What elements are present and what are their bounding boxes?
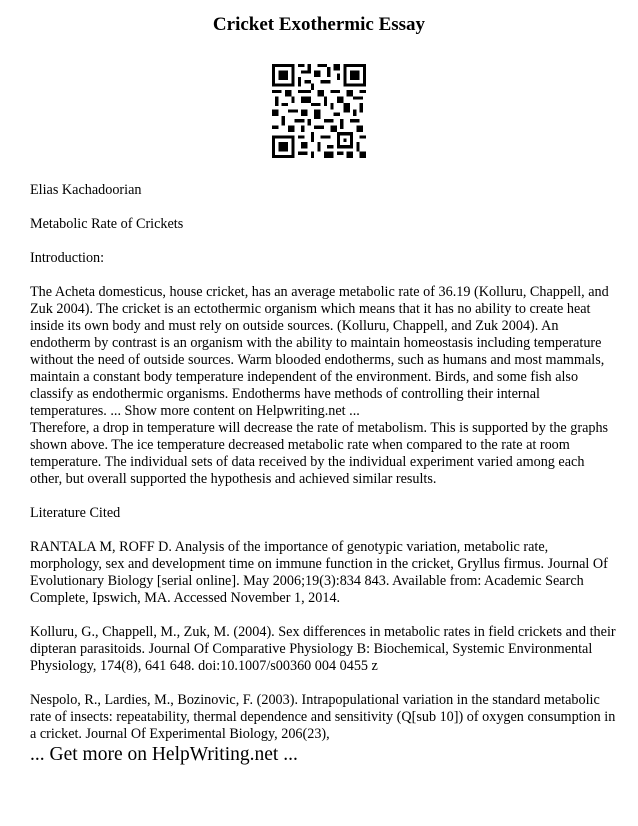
essay-subject: Metabolic Rate of Crickets bbox=[30, 216, 184, 232]
document-title: Cricket Exothermic Essay bbox=[212, 14, 426, 35]
qr-code-icon bbox=[272, 64, 366, 158]
conclusion-paragraph: Therefore, a drop in temperature will decrease the rate of metabolism. This is supported by the graphs shown above. The ice temperature decreased metabolic rate when compared to the rate at room temperature. The individual sets of data received by the individual experiment varied among each other, but overall supported the hypothesis and achieved similar results. bbox=[30, 420, 609, 487]
intro-heading: Introduction: bbox=[30, 250, 105, 266]
reference-item: RANTALA M, ROFF D. Analysis of the importance of genotypic variation, metabolic rate, morphology, sex and development time on immune function in the cricket, Gryllus firmus. Journal Of Evolutionary Biology [serial online]. May 2006;19(3):834 843. Available from: Academic Search Complete, Ipswich, MA. Accessed November 1, 2014. bbox=[30, 539, 608, 606]
author-name: Elias Kachadoorian bbox=[30, 182, 142, 198]
essay-body bbox=[30, 182, 616, 743]
reference-item: Nespolo, R., Lardies, M., Bozinovic, F. (2003). Intrapopulational variation in the standard metabolic rate of insects: repeatability, thermal dependence and sensitivity (Q[sub 10]) of oxygen consumption in a cricket. Journal Of Experimental Biology, 206(23), bbox=[30, 692, 616, 742]
literature-heading: Literature Cited bbox=[30, 505, 121, 521]
get-more-link[interactable]: ... Get more on HelpWriting.net ... bbox=[30, 744, 298, 765]
intro-paragraph: The Acheta domesticus, house cricket, has an average metabolic rate of 36.19 (Kolluru, Chappell, and Zuk 2004). The cricket is an ectothermic organism which means that it has no ability to create heat inside its own body and must rely on outside sources. (Kolluru, Chappell, and Zuk 2004). An endotherm by contrast is an organism with the ability to maintain homeostasis including temperature without the need of outside sources. Warm blooded endotherms, such as humans and most mammals, maintain a constant body temperature independent of the environment. Birds, and some fish also classify as endothermic organisms. Endotherms have methods of controlling their internal temperatures. ... Show more content on Helpwriting.net ... bbox=[30, 284, 609, 419]
reference-item: Kolluru, G., Chappell, M., Zuk, M. (2004). Sex differences in metabolic rates in field crickets and their dipteran parasitoids. Journal Of Comparative Physiology B: Biochemical, Systemic Environmental Physiology, 174(8), 641 648. doi:10.1007/s00360 004 0455 z bbox=[30, 624, 616, 674]
